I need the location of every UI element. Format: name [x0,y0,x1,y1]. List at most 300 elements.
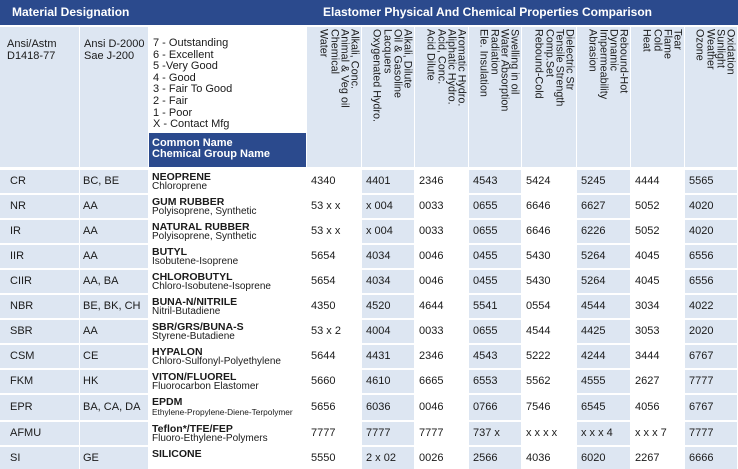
common-name-header-line: Chemical Group Name [152,148,270,160]
table-row-nr-value [469,195,521,219]
table-row-ir-value [469,220,521,244]
property-label: Oxidation [724,29,737,75]
property-value: 4034 [366,275,391,288]
table-row-si-value [685,447,737,469]
table-row-epr-value [362,395,414,421]
property-value: 6553 [473,375,498,388]
table-row-nr-astm [0,195,79,219]
table-row-nbr-value [577,295,630,319]
table-row-csm-value [631,345,684,369]
table-row-csm-value [362,345,414,369]
table-row-ciir-value [631,270,684,294]
astm-code: FKM [10,375,34,388]
table-row-iir-d2000 [80,245,148,269]
property-label: Aromatic Hydro. [455,29,468,107]
property-label: Aliphatic Hydro. [445,29,458,105]
rating-key [149,27,306,131]
property-value: x x x 4 [581,427,613,440]
table-row-afmu-value [307,422,361,446]
table-row-sbr-astm [0,320,79,344]
table-row-csm-value [307,345,361,369]
property-value: 6767 [689,350,714,363]
table-row-cr-name [149,170,306,194]
table-row-nbr-value [631,295,684,319]
table-row-nr-value [577,195,630,219]
property-value: 4543 [473,175,498,188]
property-label: Animal & Veg oil [338,29,351,108]
table-row-nr-value [631,195,684,219]
table-row-fkm-astm [0,370,79,394]
table-row-fkm-value [307,370,361,394]
property-label: Lacquers [381,29,394,74]
rating-key-line: 6 - Excellent [153,48,214,61]
property-label: Chemical [328,29,341,75]
property-value: 4555 [581,375,606,388]
d2000-code: AA [83,225,98,238]
property-label: Flame [661,29,674,59]
ansi-d2000-header-line: Ansi D-2000 [84,38,145,50]
property-value: 4444 [635,175,660,188]
table-row-epr-d2000 [80,395,148,421]
property-label: Cold [651,29,664,52]
table-row-fkm-name [149,370,306,394]
property-group-header [631,27,684,167]
property-value: 2566 [473,451,498,464]
property-value: x 004 [366,225,393,238]
property-value: x x x x [526,427,558,440]
property-value: 0766 [473,401,498,414]
property-value: 5550 [311,451,336,464]
chemical-group-name: Chloro-Isobutene-Isoprene [152,280,271,292]
table-row-cr-d2000 [80,170,148,194]
d2000-code: BE, BK, CH [83,300,141,313]
table-row-ir-value [307,220,361,244]
property-value: 4401 [366,175,391,188]
property-value: 6020 [581,451,606,464]
property-value: 2346 [419,350,444,363]
rating-key-line: 3 - Fair To Good [153,83,233,96]
property-value: 4543 [473,350,498,363]
table-row-epr-value [469,395,521,421]
table-row-cr-value [307,170,361,194]
astm-code: SBR [10,325,33,338]
table-row-nbr-value [685,295,737,319]
table-row-ir-value [415,220,468,244]
table-row-nbr-value [415,295,468,319]
property-value: 4020 [689,200,714,213]
property-value: 6665 [419,375,444,388]
property-value: 6556 [689,250,714,263]
comparison-title: Elastomer Physical And Chemical Properties Comparison [323,5,652,19]
table-row-afmu-value [415,422,468,446]
table-row-fkm-d2000 [80,370,148,394]
property-value: 0026 [419,451,444,464]
table-row-afmu-value [685,422,737,446]
table-row-iir-value [469,245,521,269]
property-value: 0033 [419,225,444,238]
table-row-afmu-d2000 [80,422,148,446]
property-value: 5222 [526,350,551,363]
table-row-nr-value [307,195,361,219]
table-row-si-value [577,447,630,469]
property-label: Rebound-Cold [532,29,545,99]
property-value: 2627 [635,375,660,388]
rating-key-line: 4 - Good [153,71,196,84]
astm-code: EPR [10,401,33,414]
property-value: 0655 [473,225,498,238]
property-value: 6545 [581,401,606,414]
d2000-code: GE [83,451,99,464]
table-row-epr-value [577,395,630,421]
table-row-si-value [415,447,468,469]
table-row-cr-value [415,170,468,194]
common-name: SBR/GRS/BUNA-S [152,320,244,333]
property-value: 4056 [635,401,660,414]
property-value: 5541 [473,300,498,313]
table-row-ir-value [631,220,684,244]
property-value: 7777 [366,427,391,440]
property-value: 7777 [311,427,336,440]
property-value: 5245 [581,175,606,188]
property-label: Water Absorption [498,29,511,112]
property-group-header [469,27,521,167]
property-value: 53 x 2 [311,325,341,338]
property-value: 3034 [635,300,660,313]
common-name: CHLOROBUTYL [152,270,233,283]
table-row-sbr-value [522,320,576,344]
table-row-csm-value [469,345,521,369]
property-value: 5656 [311,401,336,414]
astm-code: IIR [10,250,25,263]
property-value: 0455 [473,250,498,263]
d2000-code: BC, BE [83,175,120,188]
property-label: Acid, Conc. [435,29,448,85]
property-value: 3444 [635,350,660,363]
rating-key-panel [149,27,306,167]
property-value: 5052 [635,225,660,238]
property-value: 5424 [526,175,551,188]
property-group-labels [695,29,736,167]
property-value: 5052 [635,200,660,213]
property-value: 6646 [526,225,551,238]
property-value: 4045 [635,275,660,288]
table-row-iir-value [577,245,630,269]
material-designation-title: Material Designation [12,5,130,19]
common-name: Teflon*/TFE/FEP [152,422,233,435]
table-row-ciir-name [149,270,306,294]
property-value: 4045 [635,250,660,263]
table-row-nr-name [149,195,306,219]
table-row-ir-value [522,220,576,244]
table-row-ciir-value [685,270,737,294]
property-value: 0033 [419,200,444,213]
table-row-nbr-value [469,295,521,319]
material-designation-header [0,0,307,25]
table-row-sbr-value [577,320,630,344]
table-row-ciir-astm [0,270,79,294]
table-row-ir-astm [0,220,79,244]
property-value: 4036 [526,451,551,464]
chemical-group-name: Polyisoprene, Synthetic [152,205,257,217]
table-row-ciir-value [469,270,521,294]
property-group-labels [534,29,575,167]
property-value: 4644 [419,300,444,313]
table-row-fkm-value [362,370,414,394]
common-name: NEOPRENE [152,170,211,183]
table-row-sbr-value [307,320,361,344]
property-value: 4544 [581,300,606,313]
table-row-ir-value [362,220,414,244]
property-value: 3053 [635,325,660,338]
comparison-header [307,0,738,25]
table-row-csm-name [149,345,306,369]
property-value: 5654 [311,275,336,288]
common-name: EPDM [152,395,183,408]
table-row-fkm-value [631,370,684,394]
property-label: Rebound-Hot [617,29,630,94]
rating-key-line: 1 - Poor [153,106,193,119]
astm-code: CSM [10,350,35,363]
table-row-sbr-value [685,320,737,344]
rating-key-line: X - Contact Mfg [153,118,230,131]
table-row-csm-d2000 [80,345,148,369]
table-row-afmu-name [149,422,306,446]
table-row-fkm-value [469,370,521,394]
property-group-header [685,27,737,167]
chemical-group-name: Styrene-Butadiene [152,330,235,342]
d2000-code: AA [83,200,98,213]
property-value: 0655 [473,200,498,213]
property-label: Tensile Strength [553,29,566,107]
property-value: 6646 [526,200,551,213]
table-row-nr-value [522,195,576,219]
table-row-ciir-value [577,270,630,294]
property-label: Swelling in oil [508,29,521,95]
astm-code: IR [10,225,21,238]
table-row-nbr-name [149,295,306,319]
property-value: 6666 [689,451,714,464]
table-row-iir-value [307,245,361,269]
property-group-header [362,27,414,167]
property-value: 4425 [581,325,606,338]
property-label: Ozone [693,29,706,61]
property-value: 5430 [526,250,551,263]
table-row-cr-astm [0,170,79,194]
property-label: Heat [640,29,653,52]
table-row-ciir-d2000 [80,270,148,294]
property-value: 4544 [526,325,551,338]
property-label: Sunlight [714,29,727,69]
table-row-iir-value [631,245,684,269]
chemical-group-name: Ethylene-Propylene-Diene-Terpolymer [152,406,293,417]
table-row-sbr-value [362,320,414,344]
property-value: 4340 [311,175,336,188]
table-row-epr-value [307,395,361,421]
d2000-code: AA [83,250,98,263]
property-value: 6627 [581,200,606,213]
property-label: Weather [704,29,717,70]
table-row-ir-value [577,220,630,244]
table-row-afmu-value [631,422,684,446]
property-label: Impermeability [597,29,610,100]
property-value: 7777 [419,427,444,440]
table-row-nbr-value [307,295,361,319]
property-label: Alkali, Dilute [401,29,414,89]
d2000-code: AA [83,325,98,338]
chemical-group-name: Fluorocarbon Elastomer [152,380,259,392]
table-row-epr-value [685,395,737,421]
property-value: 53 x x [311,225,341,238]
table-row-csm-value [522,345,576,369]
property-group-labels [642,29,683,167]
property-value: 4004 [366,325,391,338]
property-value: x 004 [366,200,393,213]
property-value: 4034 [366,250,391,263]
chemical-group-name: Chloroprene [152,180,208,192]
property-value: 6556 [689,275,714,288]
table-row-ir-value [685,220,737,244]
table-row-si-d2000 [80,447,148,469]
ansi-d2000-header [80,27,148,167]
table-row-sbr-d2000 [80,320,148,344]
table-row-cr-value [362,170,414,194]
common-name: VITON/FLUOREL [152,370,237,383]
table-row-si-astm [0,447,79,469]
table-row-csm-value [577,345,630,369]
table-row-sbr-value [631,320,684,344]
astm-code: SI [10,451,21,464]
table-row-afmu-value [469,422,521,446]
table-row-cr-value [469,170,521,194]
property-value: 5654 [311,250,336,263]
table-row-nbr-value [362,295,414,319]
property-value: 4431 [366,350,391,363]
table-row-fkm-value [685,370,737,394]
property-value: 7777 [689,427,714,440]
property-value: 0046 [419,275,444,288]
property-value: 2267 [635,451,660,464]
common-name: GUM RUBBER [152,195,225,208]
chemical-group-name: Nitril-Butadiene [152,305,221,317]
chemical-group-name: Chloro-Sulfonyl-Polyethylene [152,355,281,367]
property-value: 5562 [526,375,551,388]
property-group-header [522,27,576,167]
property-value: 5660 [311,375,336,388]
table-row-epr-astm [0,395,79,421]
property-group-header [415,27,468,167]
property-value: x x x 7 [635,427,667,440]
table-row-iir-astm [0,245,79,269]
table-row-epr-value [415,395,468,421]
property-value: 0033 [419,325,444,338]
common-name-header-line: Common Name [152,137,233,149]
table-row-iir-name [149,245,306,269]
ansi-d2000-header-line: Sae J-200 [84,50,135,62]
property-label: Tear [671,29,684,51]
table-row-iir-value [415,245,468,269]
common-name-header [149,133,306,167]
property-value: 4520 [366,300,391,313]
property-value: 737 x [473,427,500,440]
table-row-fkm-value [522,370,576,394]
chemical-group-name: Fluoro-Ethylene-Polymers [152,432,268,444]
common-name: HYPALON [152,345,203,358]
table-row-ciir-value [415,270,468,294]
table-row-afmu-value [522,422,576,446]
d2000-code: AA, BA [83,275,119,288]
property-label: Radiation [488,29,501,75]
d2000-code: CE [83,350,99,363]
property-label: Oil & Gasoline [391,29,404,99]
table-row-si-value [522,447,576,469]
property-value: 53 x x [311,200,341,213]
table-row-cr-value [577,170,630,194]
property-value: 5264 [581,250,606,263]
table-row-cr-value [685,170,737,194]
d2000-code: HK [83,375,99,388]
table-row-si-value [469,447,521,469]
property-value: 2020 [689,325,714,338]
table-row-nbr-value [522,295,576,319]
table-row-fkm-value [577,370,630,394]
astm-code: NBR [10,300,34,313]
property-value: 4610 [366,375,391,388]
property-label: Dielectric Str [563,29,576,91]
property-value: 7777 [689,375,714,388]
property-value: 2346 [419,175,444,188]
common-name: SILICONE [152,447,202,460]
table-row-afmu-value [362,422,414,446]
property-label: Oxygenated Hydro. [370,29,383,123]
table-row-nr-value [362,195,414,219]
table-row-iir-value [522,245,576,269]
property-value: 6226 [581,225,606,238]
table-row-afmu-value [577,422,630,446]
property-value: 0554 [526,300,551,313]
property-value: 0455 [473,275,498,288]
table-row-fkm-value [415,370,468,394]
property-label: Abrasion [586,29,599,72]
property-value: 0046 [419,250,444,263]
property-value: 2 x 02 [366,451,396,464]
property-value: 4350 [311,300,336,313]
property-value: 4244 [581,350,606,363]
table-row-ciir-value [522,270,576,294]
rating-key-line: 7 - Outstanding [153,37,229,49]
table-row-cr-value [631,170,684,194]
table-row-ciir-value [362,270,414,294]
property-group-labels [319,29,360,167]
astm-code: AFMU [10,427,42,440]
chemical-group-name: Isobutene-Isoprene [152,255,239,267]
table-row-ciir-value [307,270,361,294]
common-name: NATURAL RUBBER [152,220,250,233]
table-row-sbr-value [415,320,468,344]
astm-code: NR [10,200,26,213]
property-group-labels [479,29,520,167]
property-label: Dynamic [607,29,620,71]
property-value: 7546 [526,401,551,414]
property-value: 0655 [473,325,498,338]
property-label: Ele. Insulation [477,29,490,97]
rating-key-line: 2 - Fair [153,94,188,107]
table-row-nr-d2000 [80,195,148,219]
table-row-si-value [307,447,361,469]
table-row-ir-d2000 [80,220,148,244]
property-value: 5264 [581,275,606,288]
property-value: 5430 [526,275,551,288]
table-row-nbr-d2000 [80,295,148,319]
